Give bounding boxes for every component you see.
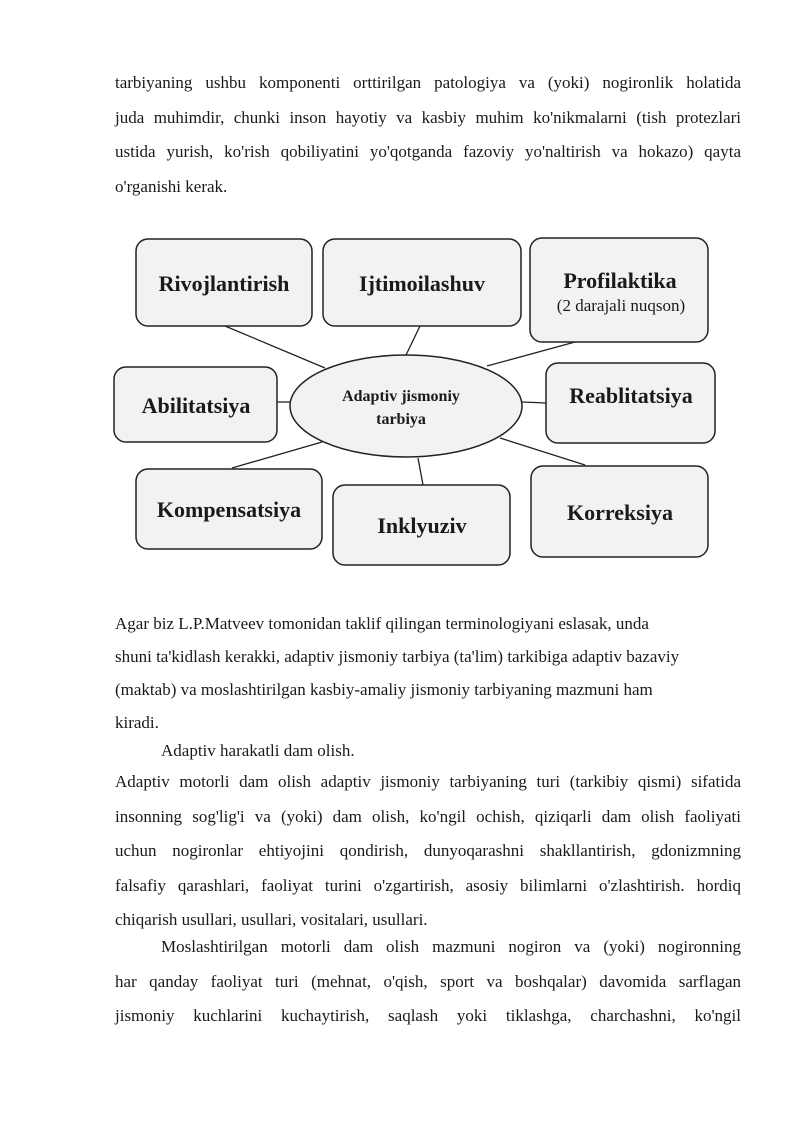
paragraph-line: insonning sog'lig'i va (yoki) dam olish, ko'ngil ochish, qiziqarli dam olish faoliyati (115, 806, 741, 826)
node-label: Korreksiya (567, 500, 673, 525)
connector-line (418, 458, 423, 485)
node-label: Kompensatsiya (156, 497, 302, 522)
node-ijtimoilashuv (323, 239, 521, 326)
paragraph-line: uchun nogironlar ehtiyojini qondirish, dunyoqarashni shakllantirish, gdonizmning (115, 841, 741, 860)
node-rivojlantirish (136, 239, 312, 326)
concept-diagram (0, 230, 800, 575)
node-label: Ijtimoilashuv (359, 271, 485, 296)
connector-line (225, 326, 325, 368)
center-label-line2: tarbiya (376, 411, 426, 428)
paragraph-last (115, 930, 741, 1034)
paragraph-line: Agar biz L.P.Matveev tomonidan taklif qilingan terminologiyani eslasak, unda (115, 614, 649, 633)
node-abilitatsiya (114, 367, 277, 442)
paragraph-line: shuni ta'kidlash kerakki, adaptiv jismoniy tarbiya (ta'lim) tarkibiga adaptiv bazaviy (115, 647, 680, 666)
node-korreksiya (531, 466, 708, 557)
paragraph-line: falsafiy qarashlari, faoliyat turini o'zgartirish, asosiy bilimlarni o'zlashtirish. hordiq (115, 875, 741, 895)
paragraph-line: chiqarish usullari, usullari, vositalari, usullari. (115, 910, 428, 929)
section-heading (115, 734, 741, 768)
connector-line (522, 402, 546, 403)
center-label-line1: Adaptiv jismoniy (342, 388, 460, 405)
paragraph-motor (115, 765, 741, 938)
node-reablitatsiya (546, 363, 715, 443)
node-profilaktika (530, 238, 708, 342)
paragraph-line: Moslashtirilgan motorli dam olish mazmuni nogiron va (yoki) nogironning (161, 937, 741, 956)
heading-text: Adaptiv harakatli dam olish. (161, 741, 355, 760)
paragraph-line: o'rganishi kerak. (115, 176, 228, 196)
paragraph-line: (maktab) va moslashtirilgan kasbiy-amaliy jismoniy tarbiyaning mazmuni ham (115, 680, 653, 699)
paragraph-line: kiradi. (115, 713, 159, 732)
node-label: Inklyuziv (377, 513, 467, 538)
node-label: Abilitatsiya (141, 393, 251, 418)
paragraph-line: ustida yurish, ko'rish qobiliyatini yo'qotganda fazoviy yo'naltirish va hokazo) qayta (115, 142, 741, 161)
node-inklyuziv (333, 485, 510, 565)
node-sublabel: (2 darajali nuqson) (556, 296, 686, 315)
paragraph-top (115, 66, 741, 204)
connector-line (406, 326, 420, 355)
paragraph-matveev (115, 607, 741, 739)
paragraph-line: har qanday faoliyat turi (mehnat, o'qish, sport va boshqalar) davomida sarflagan (115, 971, 741, 991)
center-ellipse (290, 355, 522, 457)
paragraph-line: juda muhimdir, chunki inson hayotiy va kasbiy muhim ko'nikmalarni (tish protezlari (115, 107, 741, 127)
node-label: Profilaktika (563, 268, 677, 293)
node-label: Rivojlantirish (158, 271, 290, 296)
node-label: Reablitatsiya (569, 383, 693, 408)
connector-line (232, 442, 322, 468)
paragraph-line: Adaptiv motorli dam olish adaptiv jismoniy tarbiyaning turi (tarkibiy qismi) sifatida (115, 772, 741, 791)
node-kompensatsiya (136, 469, 322, 549)
paragraph-line: jismoniy kuchlarini kuchaytirish, saqlash yoki tiklashga, charchashni, ko'ngil (115, 1006, 741, 1025)
paragraph-line: tarbiyaning ushbu komponenti orttirilgan patologiya va (yoki) nogironlik holatida (115, 73, 741, 92)
